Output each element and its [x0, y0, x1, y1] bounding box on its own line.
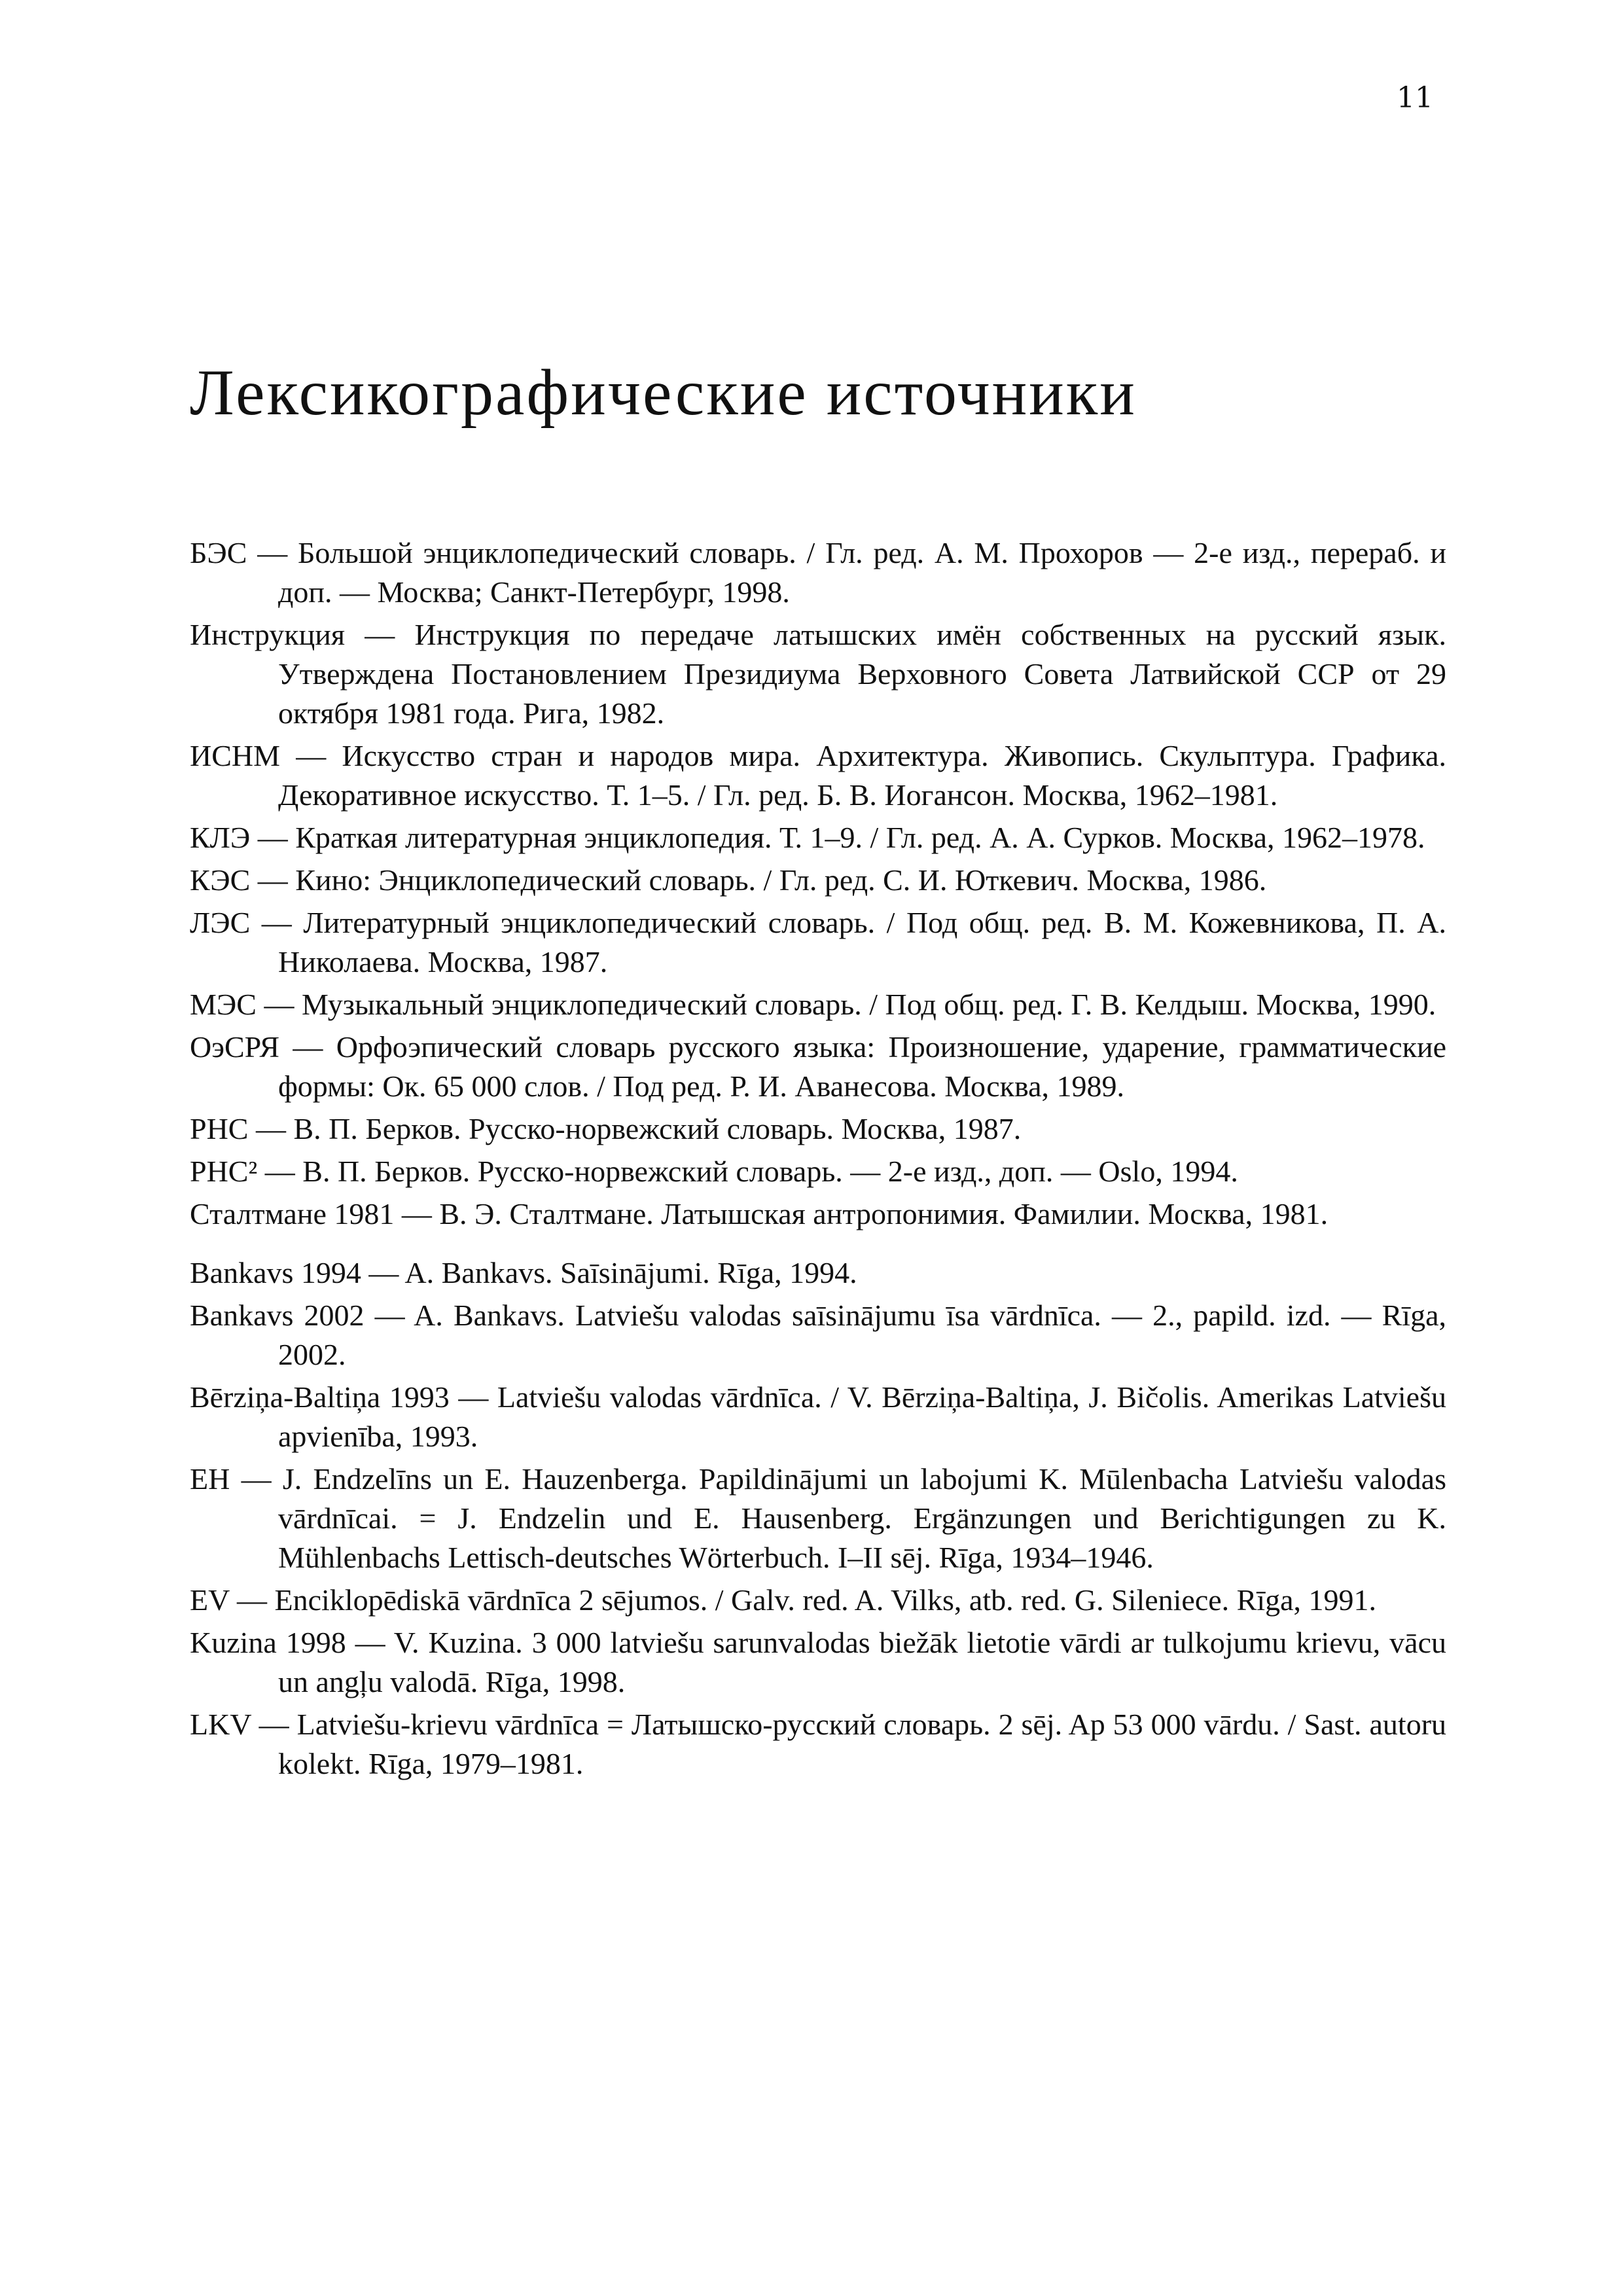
entry-abbr: МЭС: [190, 988, 257, 1021]
entry-abbr: РНС: [190, 1112, 249, 1145]
entry-text: Музыкальный энциклопедический словарь. / Под общ. ред. Г. В. Келдыш. Москва, 1990.: [301, 988, 1436, 1021]
bib-entry-oesrya: ОэСРЯ — Орфоэпический словарь русского языка: Произношение, ударение, грамматические формы: Ок. 65 000 слов. / Под ред. Р. И. Аванесова. Москва, 1989.: [190, 1030, 1446, 1103]
latvian-sources-list: [190, 1253, 1446, 1784]
bib-entry-kes: КЭС — Кино: Энциклопедический словарь. / Гл. ред. С. И. Юткевич. Москва, 1986.: [190, 863, 1267, 897]
page-title: Лексикографические источники: [190, 356, 1137, 429]
entry-abbr: Bērziņa-Baltiņa 1993: [190, 1380, 450, 1414]
bibliography: [190, 533, 1446, 1787]
entry-text: Орфоэпический словарь русского языка: Произношение, ударение, грамматические формы: Ок. 65 000 слов. / Под ред. Р. И. Аванесова. Москва, 1989.: [278, 1030, 1446, 1103]
bib-entry-instruktsiya: Инструкция — Инструкция по передаче латышских имён собственных на русский язык. Утверждена Постановлением Президиума Верховного Совета Латвийской ССР от 29 октября 1981 года. Рига, 1982.: [190, 618, 1447, 730]
bib-entry-rns2: РНС² — В. П. Берков. Русско-норвежский словарь. — 2-е изд., доп. — Oslo, 1994.: [190, 1155, 1238, 1188]
entry-text: Краткая литературная энциклопедия. Т. 1–9. / Гл. ред. А. А. Сурков. Москва, 1962–1978.: [295, 821, 1425, 854]
entry-abbr: ОэСРЯ: [190, 1030, 280, 1064]
entry-abbr: РНС²: [190, 1155, 258, 1188]
entry-abbr: Kuzina 1998: [190, 1626, 346, 1659]
entry-text: Литературный энциклопедический словарь. / Под общ. ред. В. М. Кожевникова, П. А. Николаева. Москва, 1987.: [278, 906, 1447, 978]
entry-abbr: ЛЭС: [190, 906, 251, 939]
page-number: 11: [1397, 81, 1433, 115]
bib-entry-kuzina: Kuzina 1998 — V. Kuzina. 3 000 latviešu sarunvalodas biežāk lietotie vārdi ar tulkojumu krievu, vācu un angļu valodā. Rīga, 1998.: [190, 1626, 1447, 1698]
entry-text: J. Endzelīns un E. Hauzenberga. Papildinājumi un labojumi K. Mūlenbacha Latviešu valodas vārdnīcai. = J. Endzelin und E. Hausenberg. Ergänzungen und Berichtigungen zu K. Mühlenbachs Lettisch-deutsches Wörterbuch. I–II sēj. Rīga, 1934–1946.: [278, 1462, 1447, 1574]
entry-text: Кино: Энциклопедический словарь. / Гл. ред. С. И. Юткевич. Москва, 1986.: [295, 863, 1267, 897]
entry-abbr: Сталтмане 1981: [190, 1197, 395, 1230]
entry-abbr: КЛЭ: [190, 821, 251, 854]
bib-entry-lkv: LKV — Latviešu-krievu vārdnīca = Латышско-русский словарь. 2 sēj. Ap 53 000 vārdu. / Sast. autoru kolekt. Rīga, 1979–1981.: [190, 1708, 1447, 1780]
bib-entry-bankavs-1994: Bankavs 1994 — A. Bankavs. Saīsinājumi. Rīga, 1994.: [190, 1256, 857, 1289]
bib-entry-kle: КЛЭ — Краткая литературная энциклопедия. Т. 1–9. / Гл. ред. А. А. Сурков. Москва, 1962–1978.: [190, 821, 1425, 854]
entry-text: A. Bankavs. Saīsinājumi. Rīga, 1994.: [404, 1256, 857, 1289]
bib-entry-isnm: ИСНМ — Искусство стран и народов мира. Архитектура. Живопись. Скульптура. Графика. Декоративное искусство. Т. 1–5. / Гл. ред. Б. В. Иогансон. Москва, 1962–1981.: [190, 739, 1446, 812]
entry-text: Latviešu-krievu vārdnīca = Латышско-русский словарь. 2 sēj. Ap 53 000 vārdu. / Sast. autoru kolekt. Rīga, 1979–1981.: [278, 1708, 1447, 1780]
bib-entry-mes: МЭС — Музыкальный энциклопедический словарь. / Под общ. ред. Г. В. Келдыш. Москва, 1990.: [190, 988, 1436, 1021]
entry-text: В. П. Берков. Русско-норвежский словарь. — 2-е изд., доп. — Oslo, 1994.: [302, 1155, 1238, 1188]
entry-abbr: КЭС: [190, 863, 251, 897]
entry-text: Большой энциклопедический словарь. / Гл. ред. А. М. Прохоров — 2-е изд., перераб. и доп. — Москва; Санкт-Петербург, 1998.: [278, 536, 1446, 609]
entry-text: В. П. Берков. Русско-норвежский словарь. Москва, 1987.: [293, 1112, 1022, 1145]
bib-entry-ev: EV — Enciklopēdiskā vārdnīca 2 sējumos. / Galv. red. A. Vilks, atb. red. G. Sileniece. Rīga, 1991.: [190, 1583, 1377, 1617]
entry-abbr: EV: [190, 1583, 230, 1617]
entry-abbr: ИСНМ: [190, 739, 281, 772]
entry-text: Искусство стран и народов мира. Архитектура. Живопись. Скульптура. Графика. Декоративное искусство. Т. 1–5. / Гл. ред. Б. В. Иогансон. Москва, 1962–1981.: [278, 739, 1446, 812]
entry-abbr: БЭС: [190, 536, 247, 569]
entry-abbr: Bankavs 2002: [190, 1299, 365, 1332]
entry-abbr: Инструкция: [190, 618, 346, 651]
russian-sources-list: [190, 533, 1446, 1234]
entry-text: Latviešu valodas vārdnīca. / V. Bērziņa-Baltiņa, J. Bičolis. Amerikas Latviešu apvienība, 1993.: [278, 1380, 1446, 1453]
bib-entry-rns: РНС — В. П. Берков. Русско-норвежский словарь. Москва, 1987.: [190, 1112, 1022, 1145]
entry-abbr: Bankavs 1994: [190, 1256, 361, 1289]
bib-entry-staltmane: Сталтмане 1981 — В. Э. Сталтмане. Латышская антропонимия. Фамилии. Москва, 1981.: [190, 1197, 1329, 1230]
bib-entry-eh: EH — J. Endzelīns un E. Hauzenberga. Papildinājumi un labojumi K. Mūlenbacha Latviešu valodas vārdnīcai. = J. Endzelin und E. Hausenberg. Ergänzungen und Berichtigungen zu K. Mühlenbachs Lettisch-deutsches Wörterbuch. I–II sēj. Rīga, 1934–1946.: [190, 1462, 1447, 1574]
bib-entry-les: ЛЭС — Литературный энциклопедический словарь. / Под общ. ред. В. М. Кожевникова, П. А. Николаева. Москва, 1987.: [190, 906, 1447, 978]
entry-abbr: LKV: [190, 1708, 251, 1741]
entry-text: A. Bankavs. Latviešu valodas saīsinājumu īsa vārdnīca. — 2., papild. izd. — Rīga, 2002.: [278, 1299, 1447, 1371]
bib-entry-berzina-baltina: Bērziņa-Baltiņa 1993 — Latviešu valodas vārdnīca. / V. Bērziņa-Baltiņa, J. Bičolis. Amerikas Latviešu apvienība, 1993.: [190, 1380, 1446, 1453]
entry-text: Инструкция по передаче латышских имён собственных на русский язык. Утверждена Постановлением Президиума Верховного Совета Латвийской ССР от 29 октября 1981 года. Рига, 1982.: [278, 618, 1447, 730]
entry-text: Enciklopēdiskā vārdnīca 2 sējumos. / Galv. red. A. Vilks, atb. red. G. Sileniece. Rīga, 1991.: [274, 1583, 1377, 1617]
entry-text: V. Kuzina. 3 000 latviešu sarunvalodas biežāk lietotie vārdi ar tulkojumu krievu, vācu un angļu valodā. Rīga, 1998.: [278, 1626, 1447, 1698]
entry-abbr: EH: [190, 1462, 230, 1496]
bib-entry-bes: БЭС — Большой энциклопедический словарь. / Гл. ред. А. М. Прохоров — 2-е изд., перераб. и доп. — Москва; Санкт-Петербург, 1998.: [190, 536, 1446, 609]
bib-entry-bankavs-2002: Bankavs 2002 — A. Bankavs. Latviešu valodas saīsinājumu īsa vārdnīca. — 2., papild. izd. — Rīga, 2002.: [190, 1299, 1447, 1371]
entry-text: В. Э. Сталтмане. Латышская антропонимия. Фамилии. Москва, 1981.: [439, 1197, 1329, 1230]
